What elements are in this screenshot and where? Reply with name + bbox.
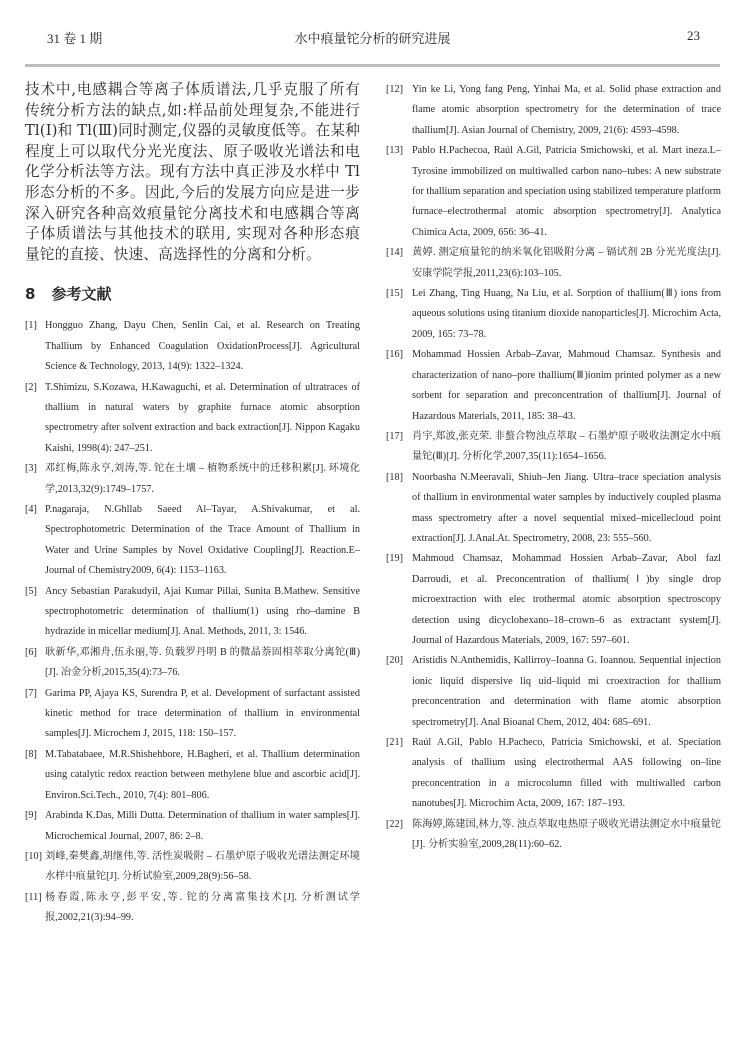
reference-number: [8] [25, 748, 37, 760]
reference-number: [19] [386, 553, 403, 565]
reference-text: Hongguo Zhang, Dayu Chen, Senlin Cai, et al. Research on Treating Thallium by Enhanced Coagulation OxidationProcess[J]. Agricultural Science & Technology, 2013, 14(9): 1322–1324. [45, 320, 360, 373]
reference-text: 肖宇,郑波,张克荣. 非螯合物浊点萃取 – 石墨炉原子吸收法测定水中痕量铊(Ⅲ)[J]. 分析化学,2007,35(11):1654–1656. [412, 430, 721, 463]
reference-number: [1] [25, 320, 37, 332]
reference-text: P.nagaraja, N.Ghllab Saeed Al–Tayar, A.Shivakumar, et al. Spectrophotometric Determination of the Trace Amount of Thallium in Water and Urine Samples by Novel Oxidative Coupling[J]. Reaction.E–Journal of Chemistry2009, 6(4): 1153–1163. [45, 504, 360, 577]
section-number: 8 [25, 285, 36, 304]
running-header [25, 10, 720, 67]
reference-item [386, 651, 721, 733]
reference-item [386, 141, 721, 243]
reference-item [386, 345, 721, 427]
reference-item [25, 459, 360, 500]
running-title: 水中痕量铊分析的研究进展 [294, 31, 451, 46]
reference-item [25, 806, 360, 847]
reference-item [25, 847, 360, 888]
reference-text: Lei Zhang, Ting Huang, Na Liu, et al. Sorption of thallium(Ⅲ) ions from aqueous solutions using titanium dioxide nanoparticles[J]. Microchim Acta, 2009, 165: 73–78. [412, 288, 721, 340]
reference-text: T.Shimizu, S.Kozawa, H.Kawaguchi, et al. Determination of ultratraces of thallium in natural waters by graphite furnace atomic absorption spectrometry after solvent extraction and back extraction[J]. Nippon Kagaku Kaishi, 1998(4): 247–251. [45, 381, 360, 454]
left-column [25, 80, 360, 929]
page-number: 23 [687, 28, 700, 43]
reference-item [25, 378, 360, 460]
reference-item [386, 243, 721, 284]
section-title: 参考文献 [51, 285, 112, 304]
reference-text: Garima PP, Ajaya KS, Surendra P, et al. Development of surfactant assisted kinetic method for trace determination of thallium in environmental samples[J]. Microchem J, 2015, 118: 150–157. [45, 687, 360, 740]
reference-item [386, 80, 721, 141]
reference-text: 黄婷. 测定痕量铊的纳米氧化铝吸附分离 – 镉试剂 2B 分光光度法[J]. 安康学院学报,2011,23(6):103–105. [412, 247, 721, 279]
reference-item [25, 643, 360, 684]
reference-number: [14] [386, 247, 403, 259]
reference-list-right [386, 80, 721, 855]
reference-text: Aristidis N.Anthemidis, Kallirroy–Ioanna G. Ioannou. Sequential injection ionic liquid dispersive liq uid–liquid mi croextraction for thallium preconcentration and determination with flame atomic absorption spectrometry[J]. Anal Bioanal Chem, 2012, 404: 685–691. [412, 655, 721, 728]
reference-number: [10] [25, 850, 42, 862]
reference-number: [4] [25, 504, 37, 515]
reference-number: [17] [386, 430, 403, 442]
reference-number: [6] [25, 646, 37, 658]
reference-item [386, 733, 721, 815]
reference-text: M.Tabatabaee, M.R.Shishehbore, H.Bagheri, et al. Thallium determination using catalytic redox reaction between methylene blue and ascorbic acid[J]. Environ.Sci.Tech., 2010, 7(4): 801–806. [45, 748, 360, 801]
reference-text: 陈海婷,陈建国,林力,等. 浊点萃取电热原子吸收光谱法测定水中痕量铊[J]. 分析实验室,2009,28(11):60–62. [412, 818, 721, 851]
reference-text: 杨春霞,陈永亨,彭平安,等. 铊的分离富集技术[J]. 分析测试学报,2002,21(3):94–99. [45, 891, 360, 924]
reference-text: Pablo H.Pachecoa, Raúl A.Gil, Patricia Smichowski, et al. Mart ineza.L–Tyrosine immobilized on multiwalled carbon nano–tubes: A new substrate for thallium separation and speciation using stabilized temperature platform furnace–electrothermal atomic absorption spectrometry[J]. Analytica Chimica Acta, 2009, 656: 36–41. [412, 145, 721, 238]
reference-number: [16] [386, 349, 403, 361]
right-column [386, 80, 721, 855]
reference-text: Arabinda K.Das, Milli Dutta. Determination of thallium in water samples[J]. Microchemical Journal, 2007, 86: 2–8. [45, 810, 360, 842]
reference-item [25, 684, 360, 745]
reference-text: Ancy Sebastian Parakudyil, Ajai Kumar Pillai, Sunita B.Mathew. Sensitive spectrophotometric determination of thallium(1) using rho–damine B hydrazide in micellar medium[J]. Anal. Methods, 2011, 3: 1546. [45, 585, 360, 638]
reference-number: [18] [386, 471, 403, 483]
reference-item [25, 745, 360, 806]
reference-number: [3] [25, 463, 37, 475]
reference-text: 刘峰,秦樊鑫,胡继伟,等. 活性炭吸附 – 石墨炉原子吸收光谱法测定环境水样中痕量铊[J]. 分析试验室,2009,28(9):56–58. [45, 850, 360, 883]
reference-number: [15] [386, 288, 403, 300]
reference-item [25, 500, 360, 582]
reference-item [25, 888, 360, 929]
reference-number: [2] [25, 381, 37, 393]
reference-number: [20] [386, 655, 403, 667]
reference-item [386, 549, 721, 651]
reference-number: [9] [25, 810, 37, 822]
reference-item [386, 284, 721, 345]
reference-text: Mohammad Hossien Arbab–Zavar, Mahmoud Chamsaz. Synthesis and characterization of nano–pore thallium(Ⅲ)ionim printed polymer as a new sorbent for separation and preconcentration of thallium[J]. Journal of Hazardous Materials, 2011, 185: 38–43. [412, 349, 721, 422]
body-paragraph: 技术中,电感耦合等离子体质谱法,几乎克服了所有传统分析方法的缺点,如:样品前处理复杂,不能进行 Tl(Ⅰ)和 Tl(Ⅲ)同时测定,仪器的灵敏度低等。在某种程度上可以取代分光光度法、原子吸收光谱法和电化学分析法等方法。现有方法中真正涉及水样中 Tl 形态分析的不多。因此,今后的发展方向应是进一步深入研究各种高效痕量铊分离技术和电感耦合等离子体质谱法与其他技术的联用, 实现对各种形态痕量铊的直接、快速、高选择性的分离和分析。 [25, 81, 360, 263]
reference-item [25, 316, 360, 377]
section-heading [25, 283, 360, 304]
reference-number: [11] [25, 891, 42, 903]
reference-text: Yin ke Li, Yong fang Peng, Yinhai Ma, et al. Solid phase extraction and flame atomic absorption spectrometry for the determination of trace thallium[J]. Asian Journal of Chemistry, 2009, 21(6): 4593–4598. [412, 84, 721, 136]
reference-text: 耿新华,邓湘舟,伍永丽,等. 负载罗丹明 B 的微晶萘固相萃取分离铊(Ⅲ)[J]. 冶金分析,2015,35(4):73–76. [45, 646, 360, 679]
reference-item [25, 582, 360, 643]
reference-text: Raúl A.Gil, Pablo H.Pacheco, Patricia Smichowski, et al. Speciation analysis of thallium using electrothermal AAS following on–line preconcentration in a microcolumn filled with multiwalled carbon nanotubes[J]. Microchim Acta, 2009, 167: 187–193. [412, 737, 721, 810]
journal-volume-issue: 31 卷 1 期 [47, 31, 103, 46]
reference-number: [22] [386, 818, 403, 830]
reference-text: Mahmoud Chamsaz, Mohammad Hossien Arbab–Zavar, Abol fazl Darroudi, et al. Preconcentration of thallium(Ⅰ)by single drop microextraction with elec trothermal atomic absorption spectroscopy detection using dicyclohexano–18–crown–6 as extractant system[J]. Journal of Hazardous Materials, 2009, 167: 597–601. [412, 553, 721, 646]
reference-item [386, 427, 721, 468]
reference-number: [5] [25, 585, 37, 597]
reference-text: Noorbasha N.Meeravali, Shiuh–Jen Jiang. Ultra–trace speciation analysis of thallium in environmental water samples by inductively coupled plasma mass spectrometry after a novel sequential mixed–micellecloud point extraction[J]. J.Anal.At. Spectrometry, 2008, 23: 555–560. [412, 471, 721, 544]
reference-list-left [25, 316, 360, 928]
reference-item [386, 815, 721, 856]
reference-number: [13] [386, 145, 403, 157]
reference-number: [7] [25, 687, 37, 699]
reference-number: [21] [386, 737, 403, 748]
reference-number: [12] [386, 84, 403, 95]
reference-text: 邓红梅,陈永亨,刘涛,等. 铊在土壤 – 植物系统中的迁移积累[J]. 环境化学,2013,32(9):1749–1757. [45, 463, 360, 495]
reference-item [386, 468, 721, 550]
